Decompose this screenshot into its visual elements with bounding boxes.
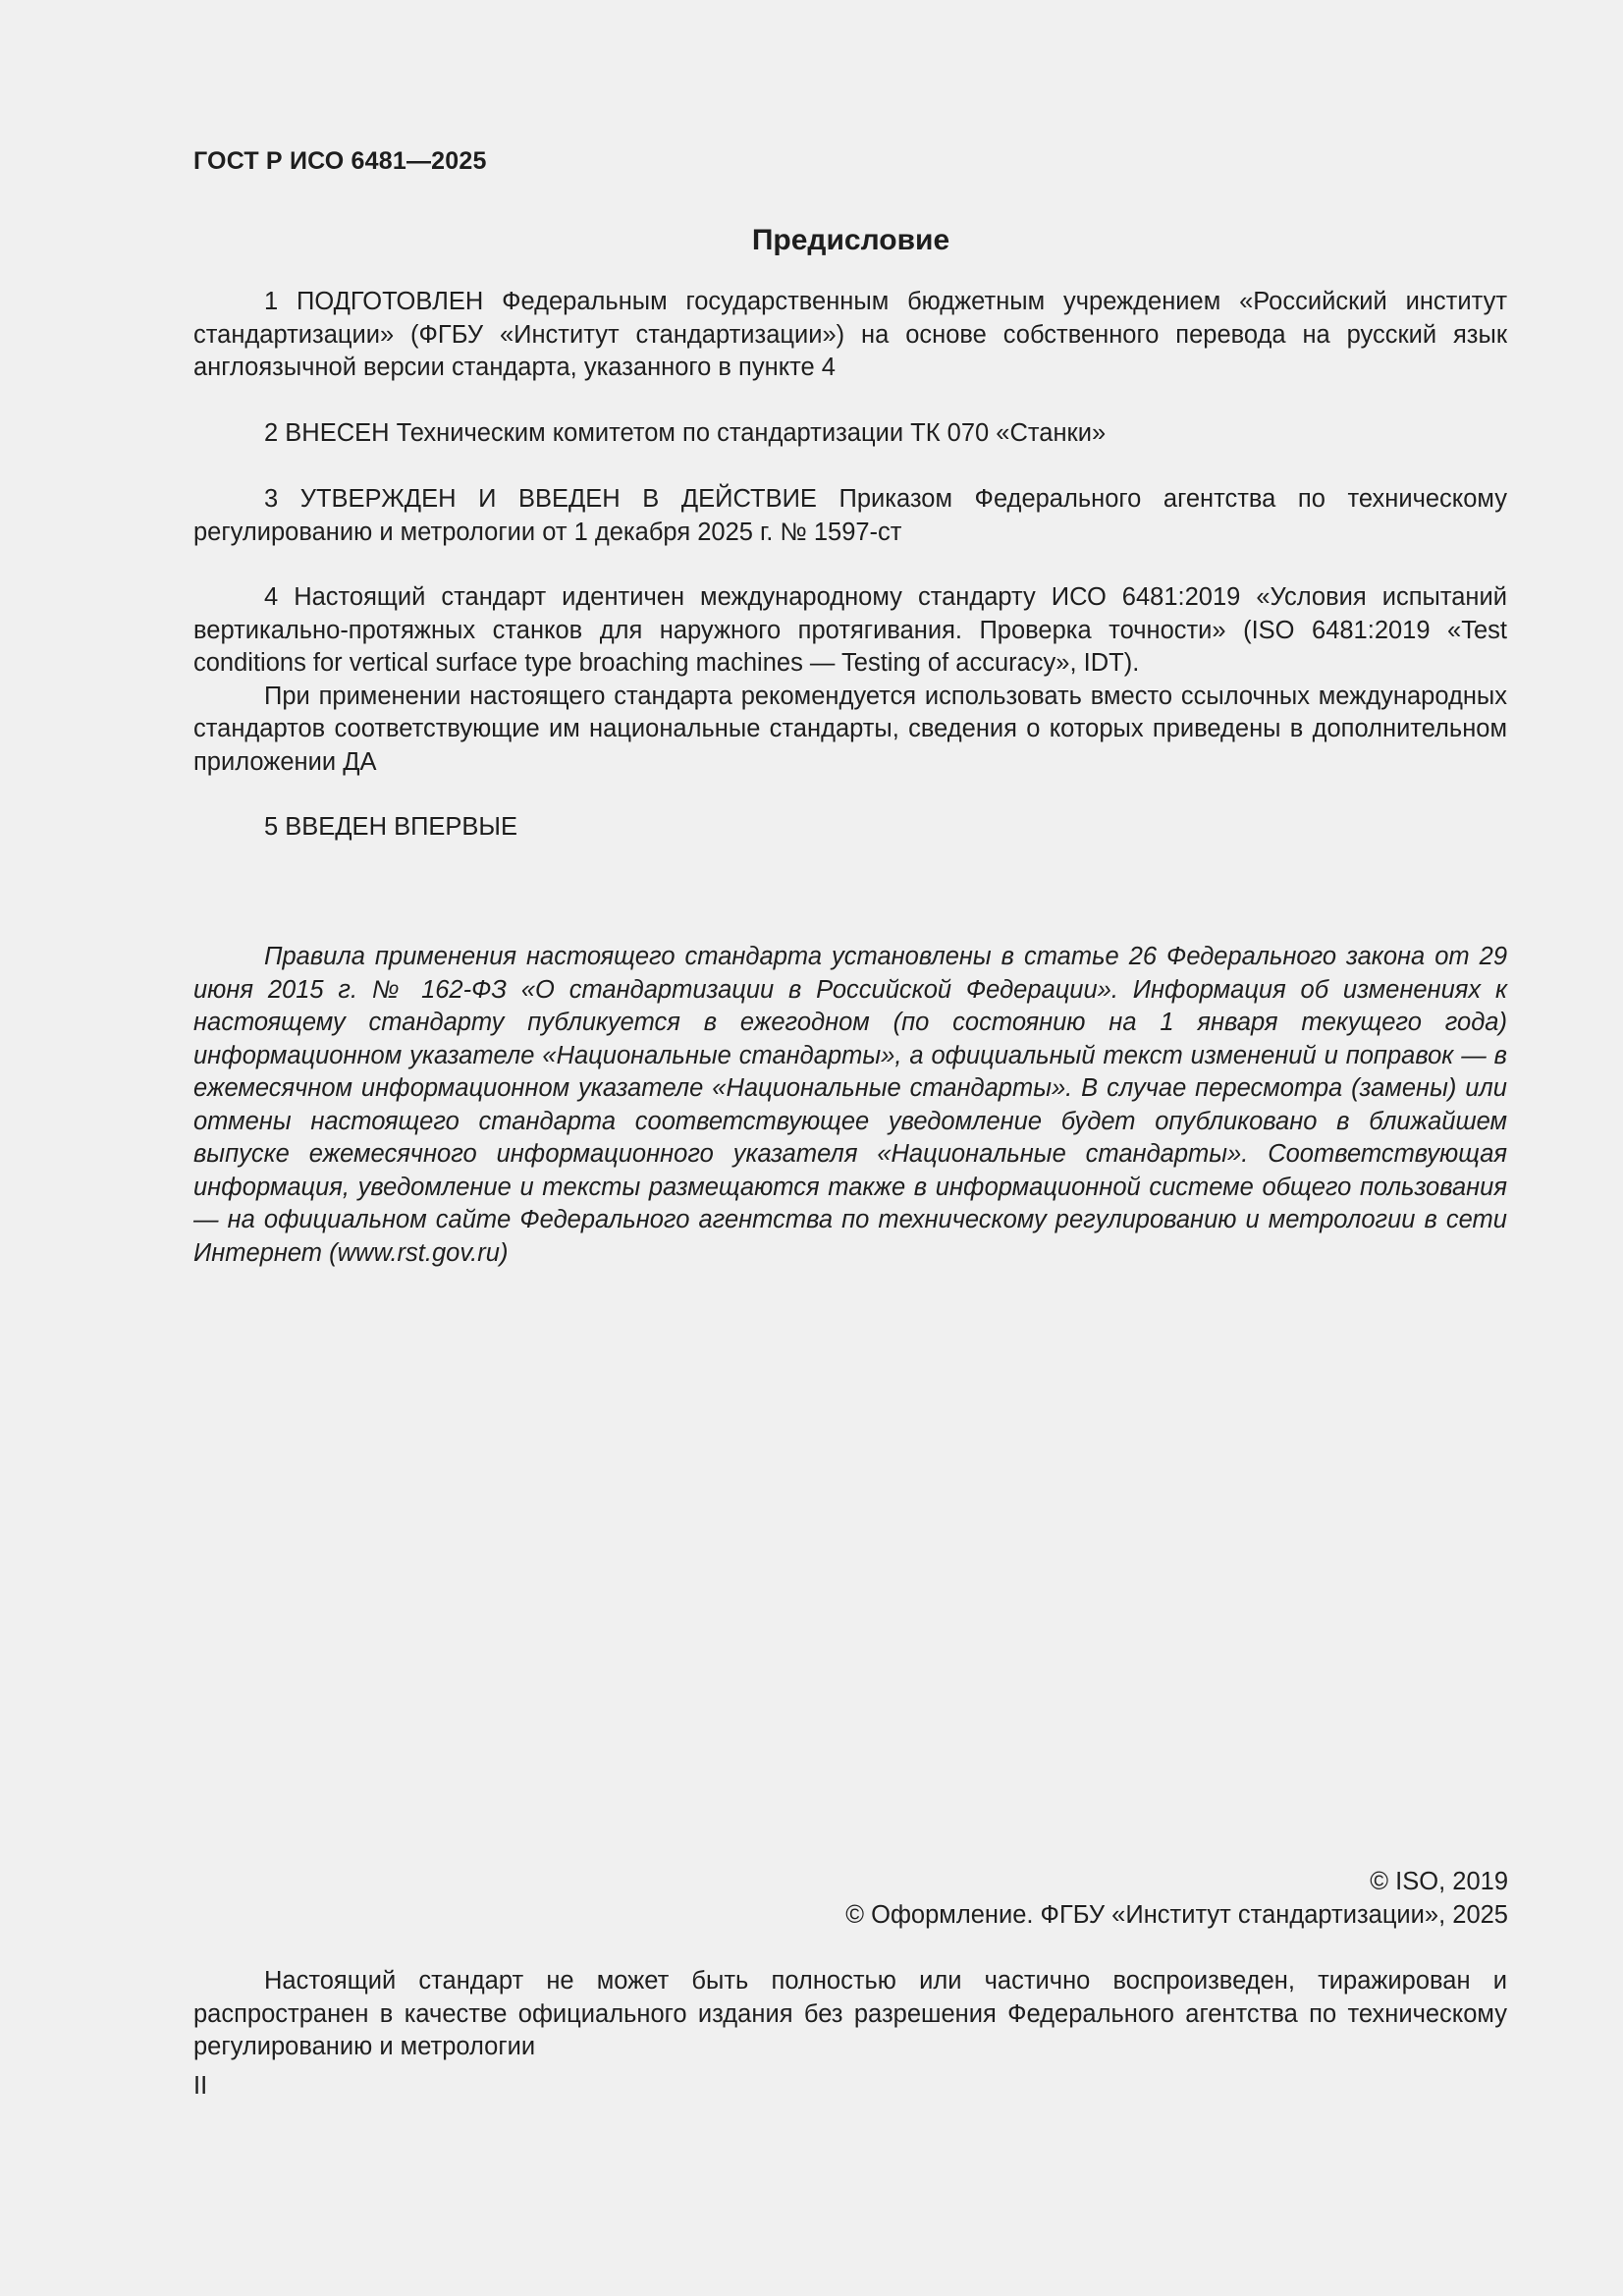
foreword-item-1-text: 1 ПОДГОТОВЛЕН Федеральным государственным бюджетным учреждением «Российский институт стандартизации» (ФГБУ «Институт стандартизации») на основе собственного перевода на русский язык англоязычной версии стандарта, указанного в пункте 4 (193, 288, 1507, 381)
foreword-item-5-text: 5 ВВЕДЕН ВПЕРВЫЕ (264, 813, 518, 841)
foreword-item-2-text: 2 ВНЕСЕН Техническим комитетом по стандартизации ТК 070 «Станки» (264, 419, 1107, 447)
copyright-iso: © ISO, 2019 (1370, 1868, 1508, 1895)
copyright-design: © Оформление. ФГБУ «Институт стандартизации», 2025 (845, 1900, 1508, 1929)
page-number: II (193, 2072, 208, 2100)
foreword-item-1 (193, 286, 1507, 385)
rules-note-text: Правила применения настоящего стандарта установлены в статье 26 Федерального закона от 29 июня 2015 г. № 162-ФЗ «О стандартизации в Российской Федерации». Информация об изменениях к настоящему стандарту публикуется в ежегодном (по состоянию на 1 января текущего года) информационном указателе «Национальные стандарты», а официальный текст изменений и поправок — в ежемесячном информационном указателе «Национальные стандарты». В случае пересмотра (замены) или отмены настоящего стандарта соответствующее уведомление будет опубликовано в ближайшем выпуске ежемесячного информационного указателя «Национальные стандарты». Соответствующая информация, уведомление и тексты размещаются также в информационной системе общего пользования — на официальном сайте Федерального агентства по техническому регулированию и метрологии в сети Интернет (www.rst.gov.ru) (193, 943, 1507, 1267)
foreword-item-3 (193, 483, 1507, 549)
page-title: Предисловие (751, 224, 950, 256)
rules-note (193, 941, 1507, 1270)
foreword-item-4-note: При применении настоящего стандарта рекомендуется использовать вместо ссылочных международных стандартов соответствующие им национальные стандарты, сведения о которых приведены в дополнительном приложении ДА (193, 682, 1507, 776)
document-code: ГОСТ Р ИСО 6481—2025 (193, 147, 487, 175)
foreword-item-4 (193, 581, 1507, 779)
copyright-block (845, 1866, 1508, 1932)
foreword-item-2 (193, 417, 1507, 451)
foreword-item-3-text: 3 УТВЕРЖДЕН И ВВЕДЕН В ДЕЙСТВИЕ Приказом Федерального агентства по техническому регулированию и метрологии от 1 декабря 2025 г. № 1597-ст (193, 485, 1507, 546)
foreword-item-4-text: 4 Настоящий стандарт идентичен международному стандарту ИСО 6481:2019 «Условия испытаний вертикально-протяжных станков для наружного протягивания. Проверка точности» (ISO 6481:2019 «Test conditions for vertical surface type broaching machines — Testing of accuracy», IDT). (193, 583, 1507, 677)
foreword-item-5 (193, 811, 1507, 845)
reproduction-notice (193, 1965, 1507, 2064)
reproduction-notice-text: Настоящий стандарт не может быть полностью или частично воспроизведен, тиражирован и распространен в качестве официального издания без разрешения Федерального агентства по техническому регулированию и метрологии (193, 1967, 1507, 2060)
